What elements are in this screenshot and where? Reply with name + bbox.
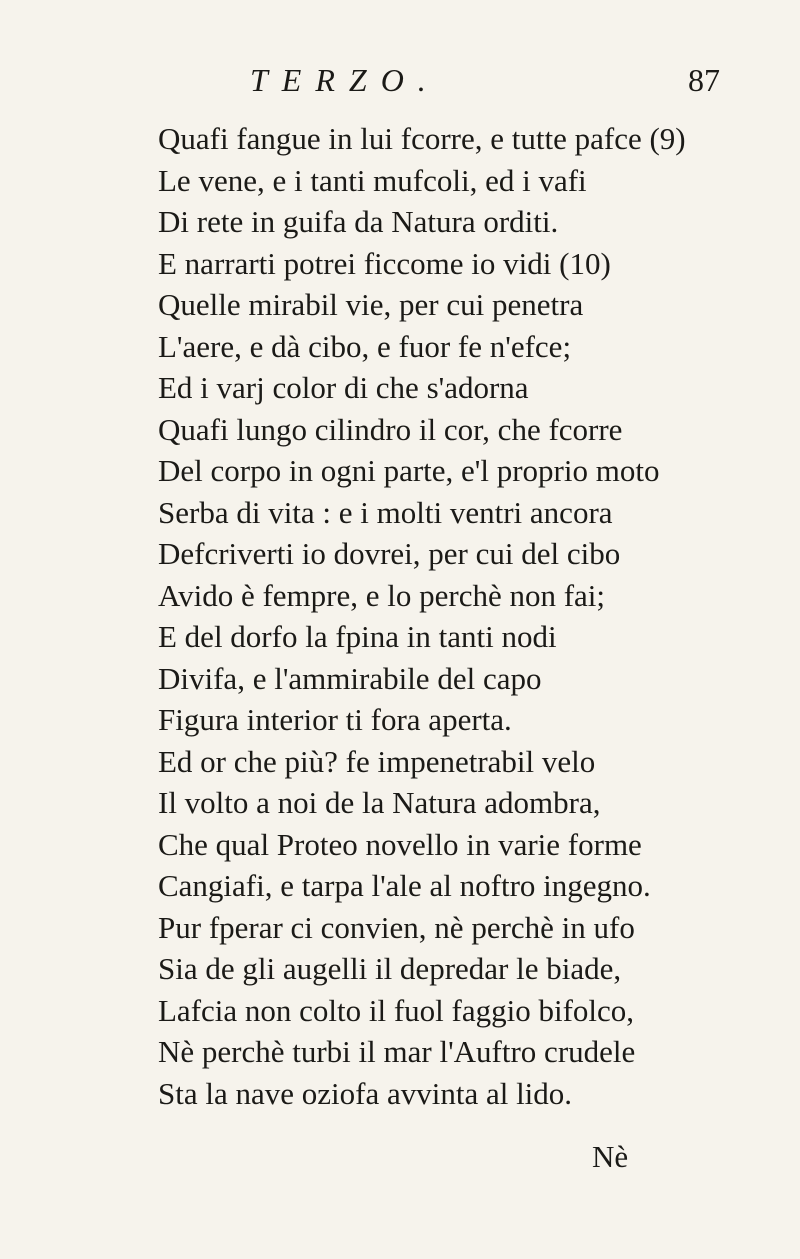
verse-line: E narrarti potrei ficcome io vidi (10)	[158, 245, 611, 281]
verse-line: Ed or che più? fe impenetrabil velo	[158, 743, 596, 779]
verse-line: Serba di vita : e i molti ventri ancora	[158, 494, 613, 530]
verse-line: Lafcia non colto il fuol faggio bifolco,	[158, 992, 635, 1028]
verse-line: Le vene, e i tanti mufcoli, ed i vafi	[158, 162, 587, 198]
verse-line: Che qual Proteo novello in varie forme	[158, 826, 642, 862]
verse-line: Quafi fangue in lui fcorre, e tutte pafce (9)	[158, 121, 686, 156]
verse-line: Pur fperar ci convien, nè perchè in ufo	[158, 909, 635, 945]
verse-line: Il volto a noi de la Natura adombra,	[158, 785, 601, 820]
verse-line: Sia de gli augelli il depredar le biade,	[158, 951, 622, 986]
catchword: Nè	[592, 1139, 629, 1174]
verse-line: Cangiafi, e tarpa l'ale al noftro ingegno.	[158, 868, 651, 903]
verse-line: E del dorfo la fpina in tanti nodi	[158, 619, 557, 654]
verse-line: Ed i varj color di che s'adorna	[158, 370, 529, 405]
verse-line: Sta la nave oziofa avvinta al lido.	[158, 1075, 573, 1111]
verse-line: Figura interior ti fora aperta.	[158, 702, 512, 737]
verse-line: Nè perchè turbi il mar l'Auftro crudele	[158, 1034, 636, 1069]
verse-line: Defcriverti io dovrei, per cui del cibo	[158, 536, 621, 571]
verse-line: Del corpo in ogni parte, e'l proprio moto	[158, 453, 660, 488]
page-number: 87	[688, 62, 720, 98]
verse-line: Quelle mirabil vie, per cui penetra	[158, 287, 584, 322]
running-title: TERZO.	[250, 62, 440, 98]
running-head	[250, 62, 720, 102]
verse-line: Quafi lungo cilindro il cor, che fcorre	[158, 411, 623, 447]
verse-line: L'aere, e dà cibo, e fuor fe n'efce;	[158, 328, 572, 364]
verse-line: Divifa, e l'ammirabile del capo	[158, 660, 542, 696]
verse-line: Di rete in guifa da Natura orditi.	[158, 204, 559, 239]
verse-line: Avido è fempre, e lo perchè non fai;	[158, 577, 606, 613]
verse-block	[158, 118, 686, 1114]
